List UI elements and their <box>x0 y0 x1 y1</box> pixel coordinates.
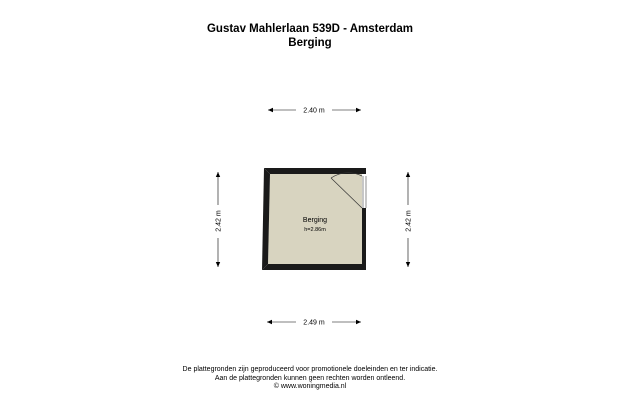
disclaimer-line-1: De plattegronden zijn geproduceerd voor promotionele doeleinden en ter indicatie. <box>182 366 438 373</box>
dimension-right-label: 2.42 m <box>405 210 413 232</box>
dimension-top-label: 2.40 m <box>303 107 325 115</box>
room-height-label: h=2.86m <box>304 227 326 233</box>
plan-title-address: Gustav Mahlerlaan 539D - Amsterdam <box>206 23 413 35</box>
plan-title-floor: Berging <box>288 37 332 49</box>
dimension-right <box>406 172 413 267</box>
dimension-bottom <box>267 320 361 327</box>
dimension-top <box>268 108 361 115</box>
copyright-line: © www.woningmedia.nl <box>273 383 347 390</box>
dimension-left-label: 2.42 m <box>215 210 223 232</box>
room-name-label: Berging <box>302 217 328 224</box>
dimension-bottom-label: 2.49 m <box>303 319 325 327</box>
disclaimer-line-2: Aan de plattegronden kunnen geen rechten worden ontleend. <box>214 374 406 382</box>
dimension-left <box>216 172 223 267</box>
